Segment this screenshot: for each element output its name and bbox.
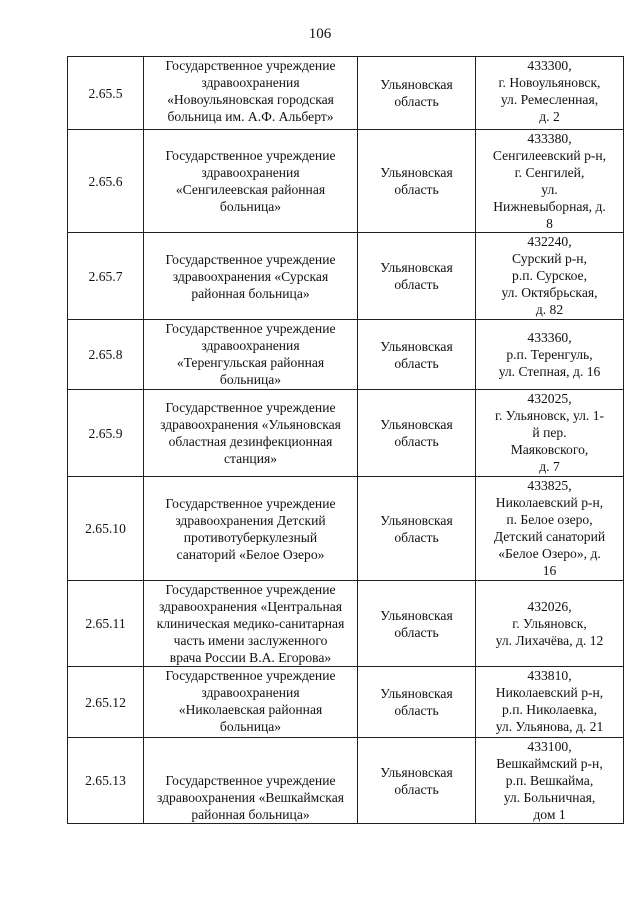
address-cell: 432025, г. Ульяновск, ул. 1- й пер. Маяковского, д. 7 (476, 390, 624, 477)
region-cell: Ульяновская область (358, 57, 476, 130)
region-cell: Ульяновская область (358, 130, 476, 233)
region-cell: Ульяновская область (358, 320, 476, 390)
institution-name-cell: Государственное учреждение здравоохранения «Николаевская районная больница» (144, 667, 358, 738)
table-row (68, 130, 624, 233)
row-number-cell: 2.65.5 (68, 57, 144, 130)
institution-name-cell: Государственное учреждение здравоохранения «Ульяновская областная дезинфекционная станция» (144, 390, 358, 477)
region-cell: Ульяновская область (358, 581, 476, 667)
address-cell: 433360, р.п. Теренгуль, ул. Степная, д. 16 (476, 320, 624, 390)
table-row (68, 320, 624, 390)
table-row (68, 57, 624, 130)
table-row (68, 477, 624, 581)
region-cell: Ульяновская область (358, 667, 476, 738)
institution-name-cell: Государственное учреждение здравоохранения «Новоульяновская городская больница им. А.Ф. Альберт» (144, 57, 358, 130)
institution-name-cell: Государственное учреждение здравоохранения Детский противотуберкулезный санаторий «Белое Озеро» (144, 477, 358, 581)
institution-name-cell: Государственное учреждение здравоохранения «Центральная клиническая медико-санитарная часть имени заслуженного врача России В.А. Егорова» (144, 581, 358, 667)
address-cell: 433825, Николаевский р-н, п. Белое озеро, Детский санаторий «Белое Озеро», д. 16 (476, 477, 624, 581)
table-row (68, 390, 624, 477)
table-row (68, 738, 624, 824)
address-cell: 432240, Сурский р-н, р.п. Сурское, ул. Октябрьская, д. 82 (476, 233, 624, 320)
region-cell: Ульяновская область (358, 390, 476, 477)
row-number-cell: 2.65.11 (68, 581, 144, 667)
row-number-cell: 2.65.13 (68, 738, 144, 824)
institutions-table (67, 56, 624, 824)
row-number-cell: 2.65.6 (68, 130, 144, 233)
region-cell: Ульяновская область (358, 738, 476, 824)
address-cell: 433300, г. Новоульяновск, ул. Ремесленная, д. 2 (476, 57, 624, 130)
row-number-cell: 2.65.10 (68, 477, 144, 581)
row-number-cell: 2.65.8 (68, 320, 144, 390)
institution-name-cell: Государственное учреждение здравоохранения «Сурская районная больница» (144, 233, 358, 320)
table-row (68, 233, 624, 320)
region-cell: Ульяновская область (358, 233, 476, 320)
institution-name-cell: Государственное учреждение здравоохранения «Сенгилеевская районная больница» (144, 130, 358, 233)
address-cell: 433810, Николаевский р-н, р.п. Николаевка, ул. Ульянова, д. 21 (476, 667, 624, 738)
page-number: 106 (308, 26, 332, 42)
row-number-cell: 2.65.12 (68, 667, 144, 738)
address-cell: 432026, г. Ульяновск, ул. Лихачёва, д. 12 (476, 581, 624, 667)
address-cell: 433100, Вешкаймский р-н, р.п. Вешкайма, ул. Больничная, дом 1 (476, 738, 624, 824)
region-cell: Ульяновская область (358, 477, 476, 581)
table-row (68, 667, 624, 738)
table-row (68, 581, 624, 667)
row-number-cell: 2.65.9 (68, 390, 144, 477)
address-cell: 433380, Сенгилеевский р-н, г. Сенгилей, ул. Нижневыборная, д. 8 (476, 130, 624, 233)
institution-name-cell: Государственное учреждение здравоохранения «Вешкаймская районная больница» (144, 738, 358, 824)
row-number-cell: 2.65.7 (68, 233, 144, 320)
institution-name-cell: Государственное учреждение здравоохранения «Теренгульская районная больница» (144, 320, 358, 390)
